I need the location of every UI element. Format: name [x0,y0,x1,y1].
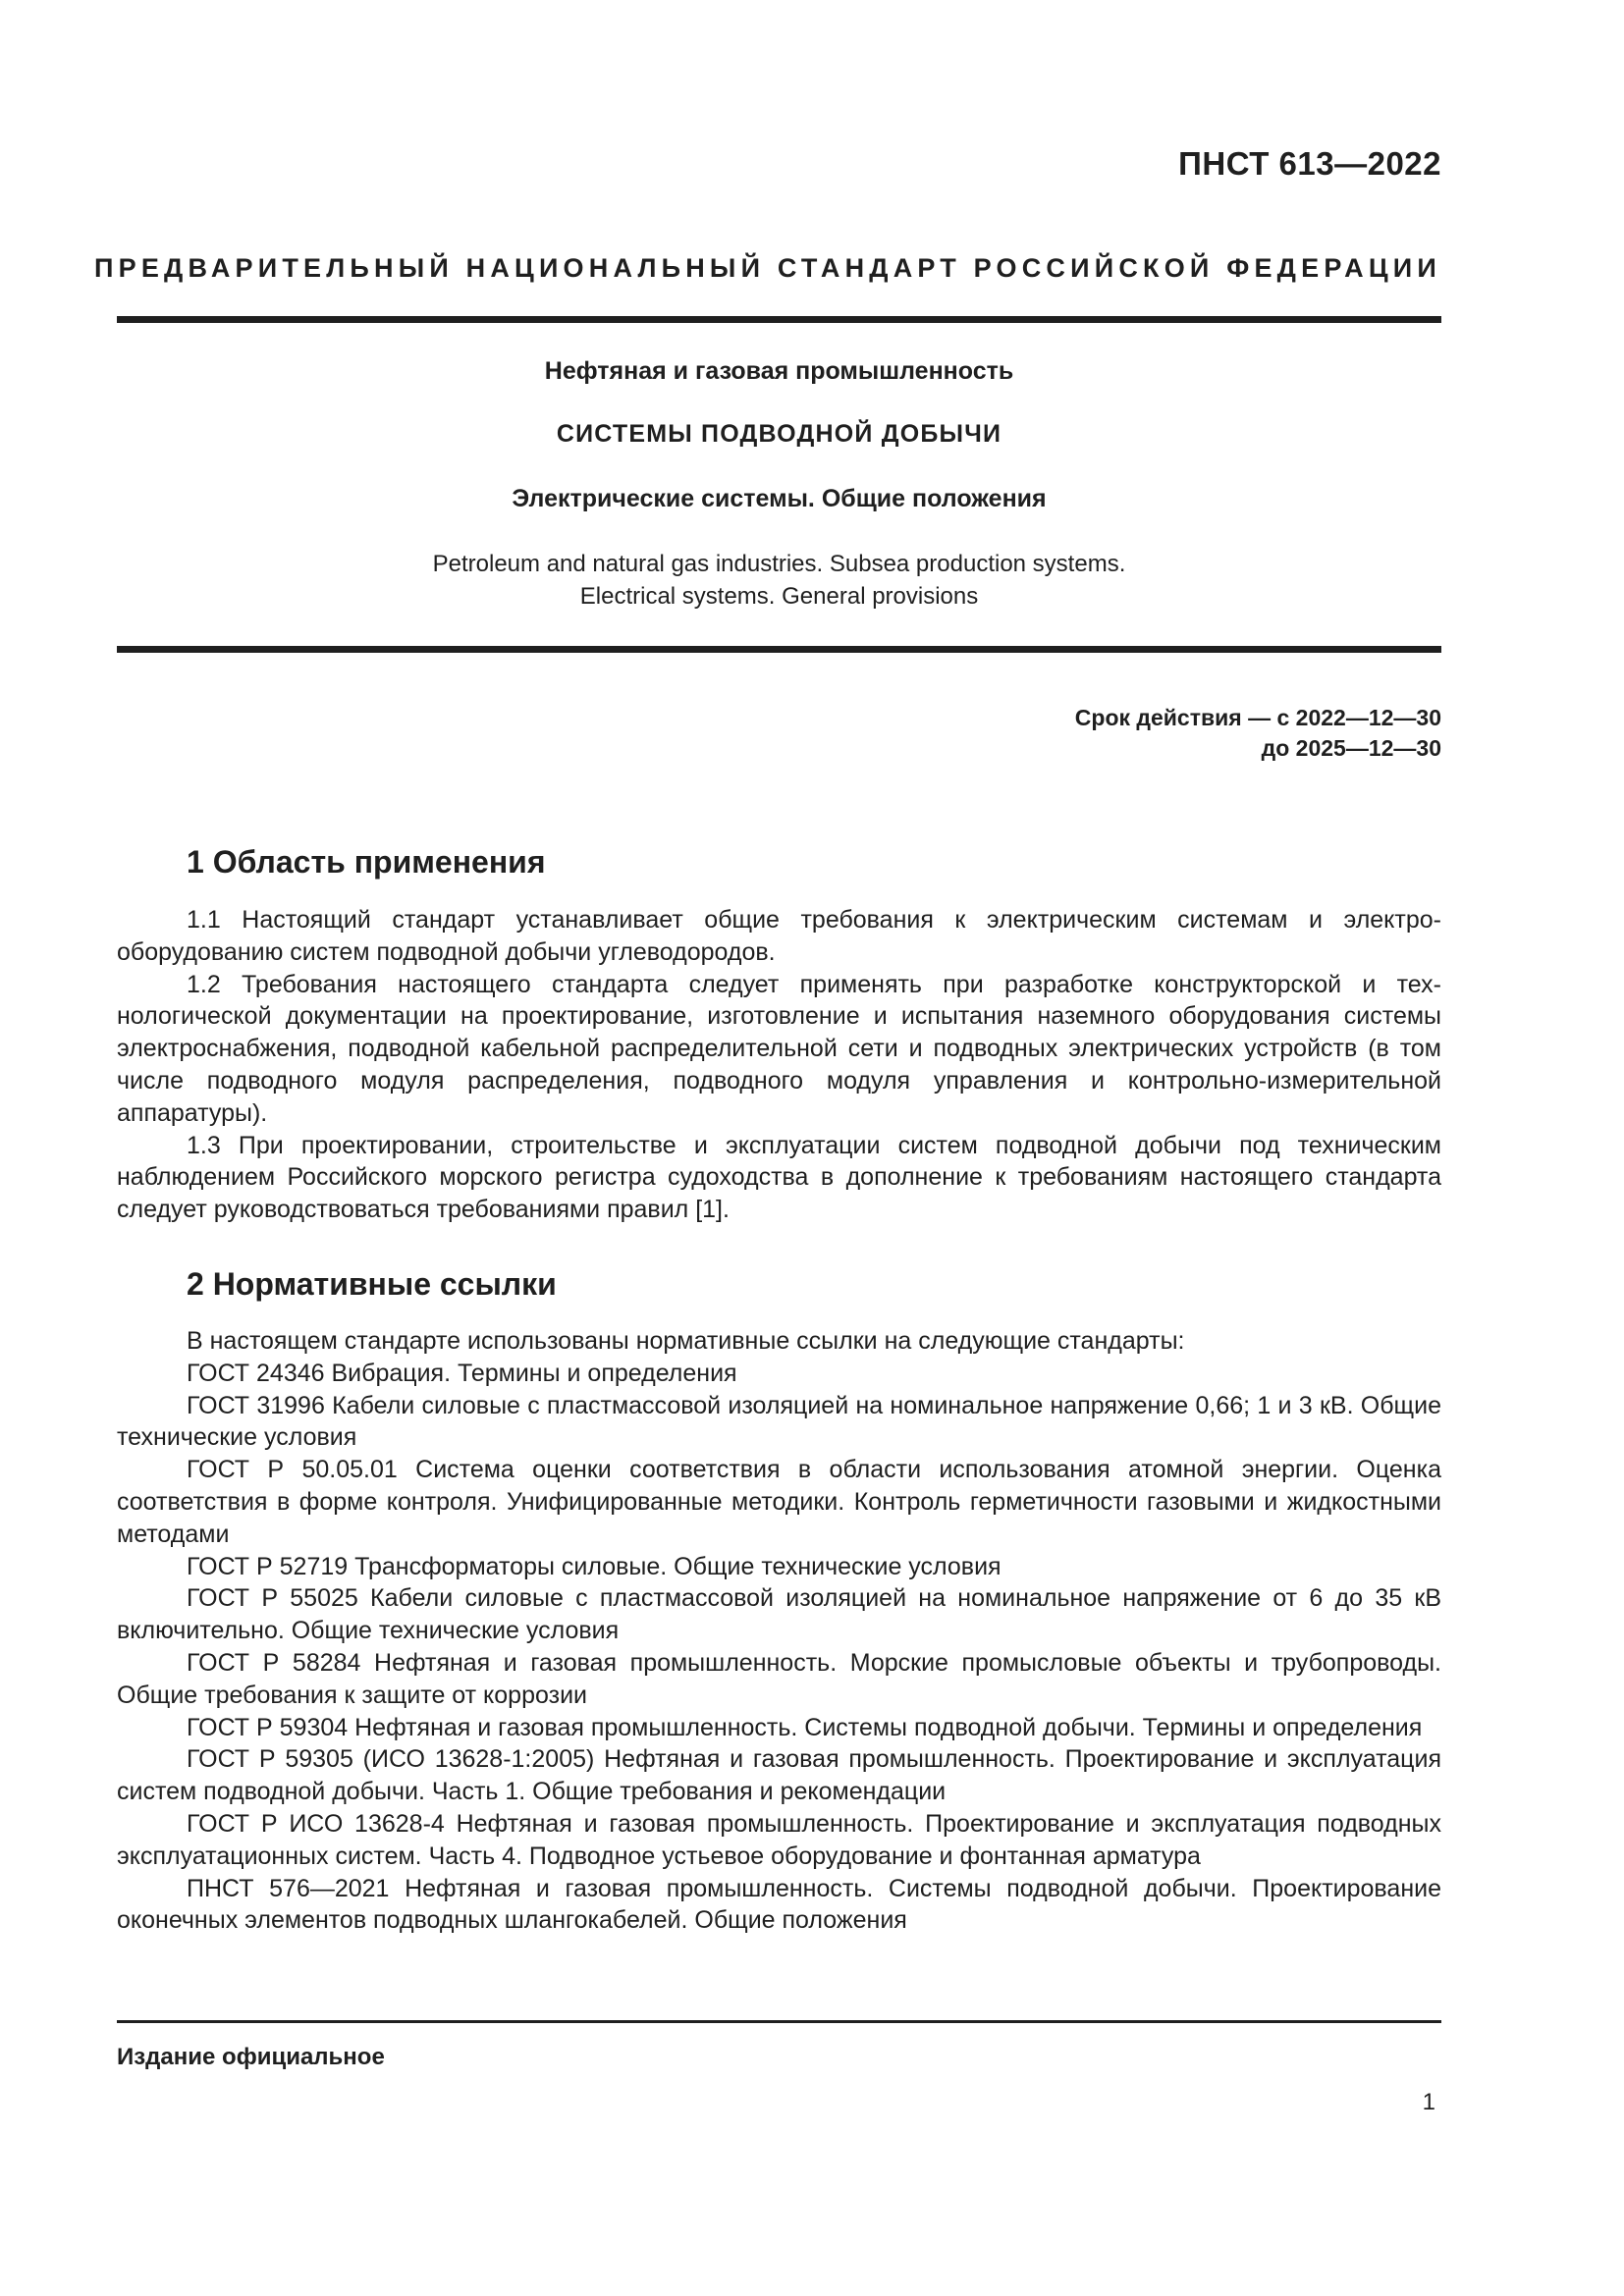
reference-item: ГОСТ 24346 Вибрация. Термины и определения [187,1359,737,1387]
footer-divider [117,2020,1441,2023]
reference-item: ПНСТ 576—2021 Нефтяная и газовая промышленность. Системы подводной добычи. Проектирование оконечных элементов подводных шлангокабелей. Общие положения [117,1874,1441,1935]
reference-item: ГОСТ Р ИСО 13628-4 Нефтяная и газовая промышленность. Проектирование и эксплуатация подводных эксплуатационных систем. Часть 4. Подводное устьевое оборудование и фонтанная арматура [117,1809,1441,1870]
validity-from: Срок действия — с 2022—12—30 [1074,705,1441,730]
subtitle: Электрические системы. Общие положения [512,485,1047,512]
english-title-line-2: Electrical systems. General provisions [579,583,979,610]
reference-item: ГОСТ Р 59305 (ИСО 13628-1:2005) Нефтяная и газовая промышленность. Проектирование и эксплуатация систем подводной добычи. Часть 1. Общие требования и рекомендации [117,1745,1441,1806]
reference-item: ГОСТ Р 55025 Кабели силовые с пластмассовой изоляцией на номинальное напряжение от 6 до 35 кВ включительно. Общие технические условия [117,1584,1441,1645]
industry-title: Нефтяная и газовая промышленность [544,357,1014,385]
main-title: СИСТЕМЫ ПОДВОДНОЙ ДОБЫЧИ [556,420,1002,448]
section-2-body [117,1325,1441,1937]
validity-to: до 2025—12—30 [1261,735,1441,761]
section-2-heading: 2 Нормативные ссылки [187,1266,557,1302]
top-divider [117,316,1441,323]
reference-item: ГОСТ Р 52719 Трансформаторы силовые. Общие технические условия [187,1552,1001,1580]
reference-item: ГОСТ Р 50.05.01 Система оценки соответствия в области использования атомной энергии. Оценка соответствия в форме контроля. Унифицированные методики. Контроль герметичности газовыми и жидкостными методами [117,1456,1441,1548]
paragraph-1-3: 1.3 При проектировании, строительстве и эксплуатации систем подводной добычи под техническим наблюдением Российского морского регистра судоходства в дополнение к требованиям настоящего стандарта следует руководствоваться требованиями правил [1]. [117,1131,1441,1224]
english-title-line-1: Petroleum and natural gas industries. Subsea production systems. [432,551,1126,577]
paragraph-1-2: 1.2 Требования настоящего стандарта следует применять при разработке конструкторской и технологической документации на проектирование, изготовление и испытания наземного оборудования системы электроснабжения, подводной кабельной распределительной сети и подводных электрических устройств (в том числе подводного модуля распределения, подводного модуля управления и контрольно-измерительной аппаратуры). [117,970,1441,1127]
document-number: ПНСТ 613—2022 [1178,145,1441,182]
reference-item: ГОСТ 31996 Кабели силовые с пластмассовой изоляцией на номинальное напряжение 0,66; 1 и 3 кВ. Общие технические условия [117,1391,1441,1452]
title-divider [117,646,1441,653]
english-title [117,548,1441,613]
preliminary-standard-title: ПРЕДВАРИТЕЛЬНЫЙ НАЦИОНАЛЬНЫЙ СТАНДАРТ РОССИЙСКОЙ ФЕДЕРАЦИИ [94,253,1441,283]
section-1-body [117,904,1441,1226]
references-intro: В настоящем стандарте использованы нормативные ссылки на следующие стандарты: [187,1327,1185,1355]
section-1-heading: 1 Область применения [187,844,546,880]
reference-item: ГОСТ Р 59304 Нефтяная и газовая промышленность. Системы подводной добычи. Термины и определения [187,1713,1423,1741]
page-number: 1 [1422,2089,1435,2115]
official-edition-label: Издание официальное [117,2044,385,2070]
validity-period [1075,703,1441,764]
reference-item: ГОСТ Р 58284 Нефтяная и газовая промышленность. Морские промысловые объекты и трубопроводы. Общие требования к защите от коррозии [117,1648,1441,1709]
paragraph-1-1: 1.1 Настоящий стандарт устанавливает общие требования к электрическим системам и электрооборудованию систем подводной добычи углеводородов. [117,906,1441,966]
